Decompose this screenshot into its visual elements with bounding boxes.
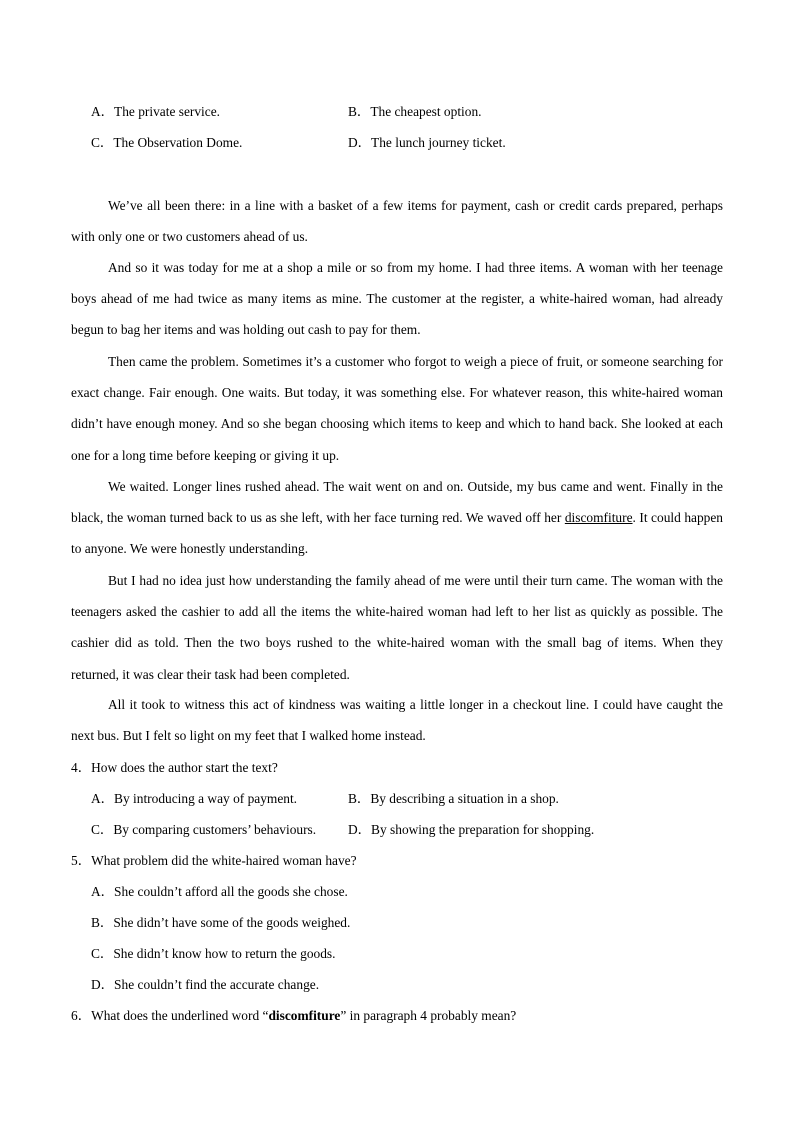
- question-4-option-d: D．By showing the preparation for shopping.: [348, 822, 595, 837]
- passage-paragraph-6: [71, 689, 723, 751]
- question-4-option-a: A．By introducing a way of payment.: [91, 791, 298, 806]
- question-6-keyword: discomfiture: [268, 1008, 341, 1023]
- question-4-stem: 4．How does the author start the text?: [71, 760, 278, 775]
- question-5-option-c: C．She didn’t know how to return the goods.: [91, 946, 336, 961]
- question-4-option-c: C．By comparing customers’ behaviours.: [91, 822, 317, 837]
- question-4-option-b: B．By describing a situation in a shop.: [348, 791, 559, 806]
- option-a: A．The private service.: [91, 104, 221, 119]
- question-5-option-a: A．She couldn’t afford all the goods she chose.: [91, 884, 348, 899]
- paragraph-text: All it took to witness this act of kindness was waiting a little longer in a checkout line. I could have caught the next bus. But I felt so light on my feet that I walked home instead.: [71, 697, 723, 744]
- question-5-option-b: B．She didn’t have some of the goods weighed.: [91, 915, 351, 930]
- paragraph-text: . It could happen to anyone. We were honestly understanding.: [71, 510, 723, 557]
- passage-paragraph-2: [71, 252, 723, 346]
- paragraph-text: But I had no idea just how understanding the family ahead of me were until their turn came. The woman with the teenagers asked the cashier to add all the items the white-haired woman had left to her list as quickly as possible. The cashier did as told. Then the two boys rushed to the white-haired woman with the small bag of items. When they returned, it was clear their task had been completed.: [71, 573, 723, 682]
- underlined-word: discomfiture: [564, 510, 633, 526]
- question-5-stem: 5．What problem did the white-haired woman have?: [71, 853, 357, 868]
- question-6-text: 6．What does the underlined word “: [71, 1008, 269, 1023]
- paragraph-text: We waited. Longer lines rushed ahead. The wait went on and on. Outside, my bus came and went. Finally in the black, the woman turned back to us as she left, with her face turning red. We waved off her: [71, 479, 723, 526]
- paragraph-text: And so it was today for me at a shop a mile or so from my home. I had three items. A woman with her teenage boys ahead of me had twice as many items as mine. The customer at the register, a white-haired woman, had already begun to bag her items and was holding out cash to pay for them.: [71, 260, 723, 338]
- passage-paragraph-5: [71, 565, 723, 690]
- paragraph-text: We’ve all been there: in a line with a basket of a few items for payment, cash or credit cards prepared, perhaps with only one or two customers ahead of us.: [71, 198, 723, 245]
- option-d: D．The lunch journey ticket.: [348, 135, 506, 150]
- question-6-stem: [71, 1008, 516, 1024]
- option-b: B．The cheapest option.: [348, 104, 482, 119]
- question-5-option-d: D．She couldn’t find the accurate change.: [91, 977, 320, 992]
- paragraph-text: Then came the problem. Sometimes it’s a customer who forgot to weigh a piece of fruit, or someone searching for exact change. Fair enough. One waits. But today, it was something else. For whatever reason, this white-haired woman didn’t have enough money. And so she began choosing which items to keep and which to hand back. She looked at each one for a long time before keeping or giving it up.: [71, 354, 723, 463]
- passage-paragraph-1: [71, 190, 723, 252]
- passage-paragraph-3: [71, 346, 723, 471]
- passage-paragraph-4: [71, 471, 723, 565]
- option-c: C．The Observation Dome.: [91, 135, 243, 150]
- question-6-text: ” in paragraph 4 probably mean?: [340, 1008, 517, 1023]
